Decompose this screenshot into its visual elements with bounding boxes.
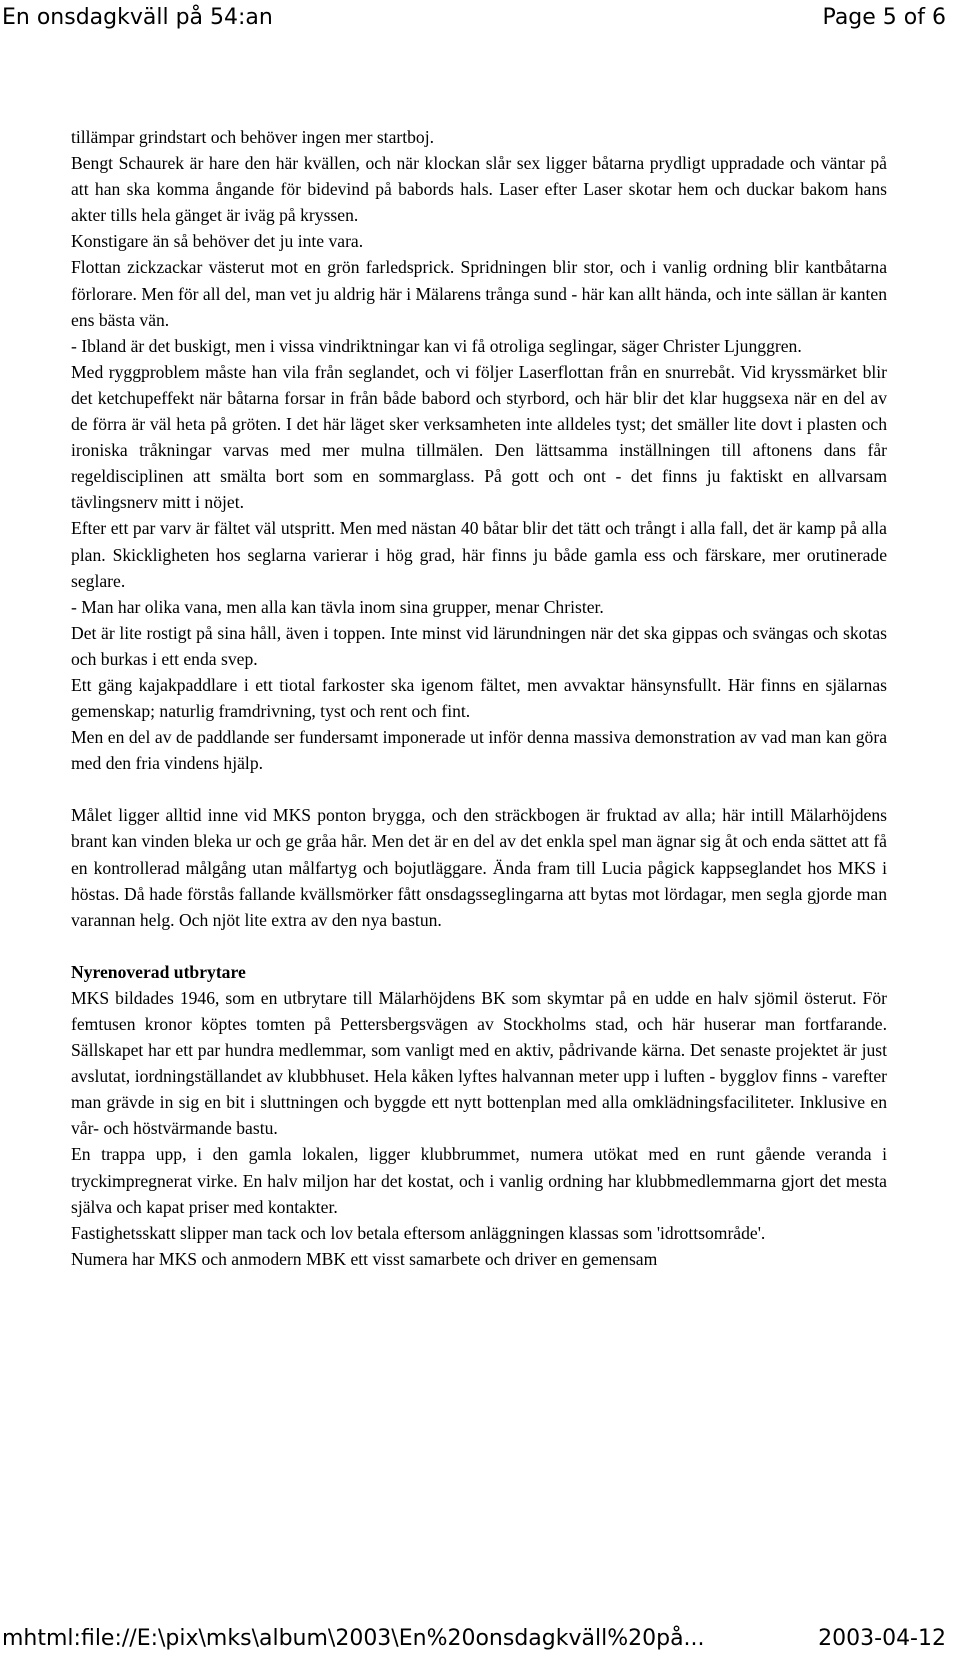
paragraph: Men en del av de paddlande ser fundersamt imponerade ut inför denna massiva demonstration av vad man kan göra med den fria vindens hjälp. [71, 727, 887, 774]
document-title: En onsdagkväll på 54:an [2, 5, 273, 30]
paragraph: - Man har olika vana, men alla kan tävla inom sina grupper, menar Christer. [71, 596, 604, 617]
paragraph-spacer [71, 933, 887, 959]
paragraph: Det är lite rostigt på sina håll, även i toppen. Inte minst vid lärundningen när det ska gippas och svängas och skotas och burkas i ett enda svep. [71, 622, 887, 669]
paragraph: MKS bildades 1946, som en utbrytare till Mälarhöjdens BK som skymtar på en udde en halv sjömil österut. För femtusen kronor köptes tomten på Pettersbergsvägen av Stockholms stad, och här huserar man fortfarande. Sällskapet har ett par hundra medlemmar, som vanligt med en aktiv, pådrivande kärna. Det senaste projektet är just avslutat, iordningställandet av klubbhuset. Hela kåken lyftes halvannan meter upp i luften - bygglov finns - varefter man grävde in sig en bit i sluttningen och byggde ett nytt bottenplan med alla omklädningsfaciliteter. Inklusive en vår- och höstvärmande bastu. [71, 987, 887, 1139]
paragraph: tillämpar grindstart och behöver ingen mer startboj. [71, 127, 435, 147]
paragraph: - Ibland är det buskigt, men i vissa vindriktningar kan vi få otroliga seglingar, säger Christer Ljunggren. [71, 335, 802, 356]
paragraph: Bengt Schaurek är hare den här kvällen, och när klockan slår sex ligger båtarna prydligt uppradade och väntar på att han ska komma ångande för bidevind på babords hals. Laser efter Laser skotar hem och duckar bakom hans akter tills hela gänget är iväg på kryssen. [71, 153, 887, 226]
article-body [71, 124, 887, 1272]
paragraph: Konstigare än så behöver det ju inte vara. [71, 231, 364, 252]
paragraph: Målet ligger alltid inne vid MKS ponton brygga, och den sträckbogen är fruktad av alla; här intill Mälarhöjdens brant kan vinden bleka ur och ge gråa hår. Men det är en del av det enkla spel man ägnar sig åt och enda sättet att få en kontrollerad målgång utan målfartyg och bojutläggare. Ända fram till Lucia pågick kappseglandet hos MKS i höstas. Då hade förstås fallande kvällsmörker fått onsdagsseglingarna att bytas mot lördagar, men segla gjorde man varannan helg. Och njöt lite extra av den nya bastun. [71, 805, 887, 930]
paragraph: Efter ett par varv är fältet väl utspritt. Men med nästan 40 båtar blir det tätt och trångt i alla fall, det är kamp på alla plan. Skickligheten hos seglarna varierar i hög grad, här finns ju både gamla ess och färskare, mer orutinerade seglare. [71, 518, 887, 591]
paragraph: Numera har MKS och anmodern MBK ett visst samarbete och driver en gemensam [71, 1248, 658, 1269]
paragraph: Flottan zickzackar västerut mot en grön farledsprick. Spridningen blir stor, och i vanlig ordning blir kantbåtarna förlorare. Men för all del, man vet ju aldrig här i Mälarens trånga sund - här kan allt hända, och inte sällan är kanten ens bästa vän. [71, 257, 887, 330]
paragraph-spacer [71, 776, 887, 802]
page-footer [0, 1622, 960, 1656]
paragraph: Ett gäng kajakpaddlare i ett tiotal farkoster ska igenom fältet, men avvaktar hänsynsfullt. Här finns en själarnas gemenskap; naturlig framdrivning, tyst och rent och fint. [71, 674, 887, 722]
page-header [0, 0, 960, 40]
section-heading: Nyrenoverad utbrytare [71, 961, 246, 982]
print-date: 2003-04-12 [818, 1626, 946, 1651]
paragraph: En trappa upp, i den gamla lokalen, ligger klubbrummet, numera utökat med en runt gående veranda i tryckimpregnerat virke. En halv miljon har det kostat, och i vanlig ordning har klubbmedlemmarna gjort det mesta själva och kapat priser med kontakter. [71, 1144, 887, 1217]
paragraph: Fastighetsskatt slipper man tack och lov betala eftersom anläggningen klassas som 'idrottsområde'. [71, 1222, 766, 1243]
page-number: Page 5 of 6 [822, 5, 946, 30]
paragraph: Med ryggproblem måste han vila från seglandet, och vi följer Laserflottan från en snurrebåt. Vid kryssmärket blir det ketchupeffekt när båtarna forsar in från både babord och styrbord, och här blir det klar huggsexa när en del av de förra är väl heta på gröten. I det här läget sker verksamheten inte alldeles tyst; det smäller lite dovt i plasten och ironiska tråkningar varvas med mer mulna tillmälen. Den lättsamma inställningen till aftonens dans får regeldisciplinen att smälta bort som en sommarglass. På gott och ont - det finns ju faktiskt en allvarsam tävlingsnerv mitt i nöjet. [71, 361, 887, 513]
source-url: mhtml:file://E:\pix\mks\album\2003\En%20onsdagkväll%20på... [2, 1626, 705, 1651]
